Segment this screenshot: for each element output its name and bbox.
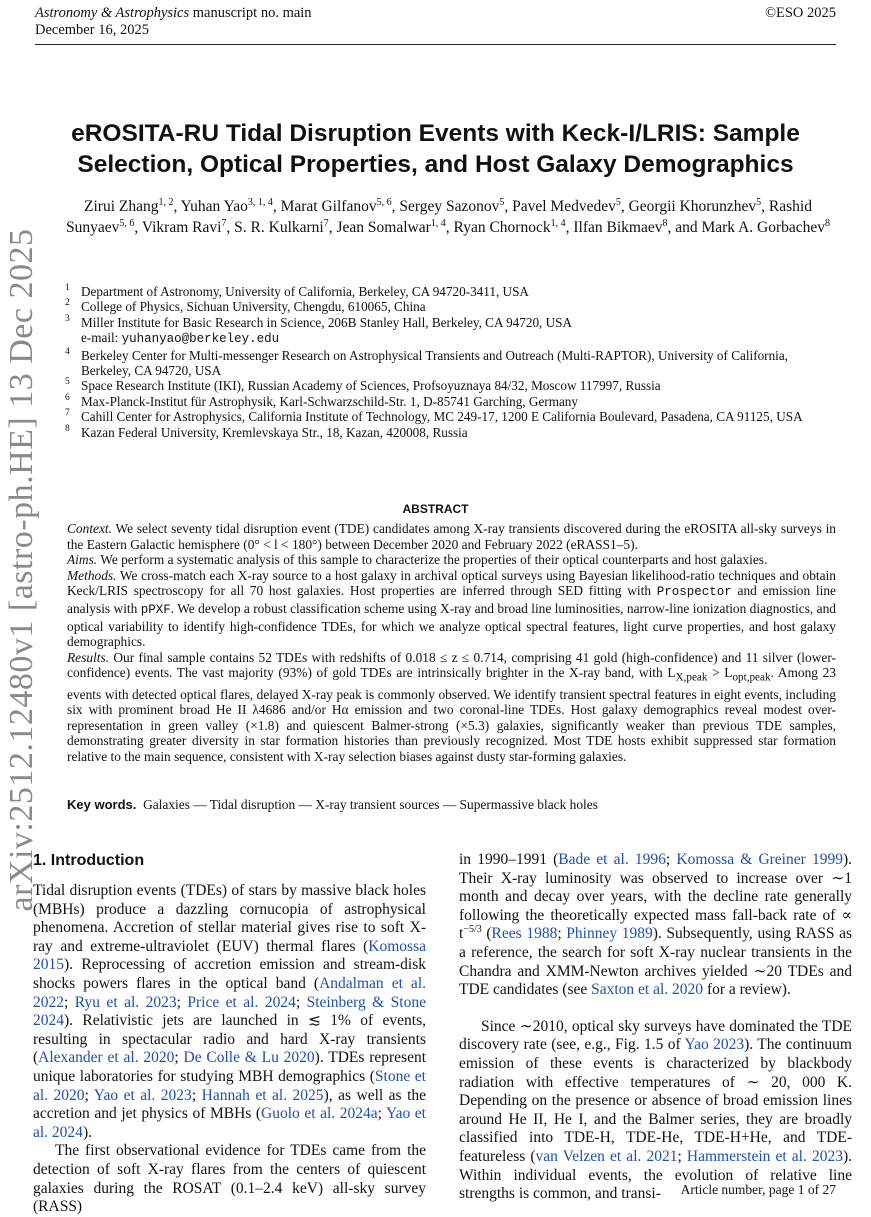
author-affiliation-marker: 5, 6 — [119, 217, 135, 229]
abstract-context: Context. We select seventy tidal disruption event (TDE) candidates among X-ray transients discovered during the eROSITA all-sky surveys in the Eastern Galactic hemisphere (0° < l < 180°) between December 2020 and February 2022 (eRASS1–5). — [67, 521, 836, 552]
affiliation-text: Space Research Institute (IKI), Russian Academy of Sciences, Profsoyuznaya 84/32, Moscow 117997, Russia — [81, 378, 661, 394]
author-name: Ryan Chornock — [453, 219, 551, 236]
citation-link[interactable]: Guolo et al. 2024a — [261, 1105, 378, 1123]
affiliation-number: 7 — [65, 408, 70, 419]
citation-link[interactable]: Hannah et al. 2025 — [201, 1086, 324, 1104]
abstract-results: Results. Our final sample contains 52 TDEs with redshifts of 0.018 ≤ z ≤ 0.714, comprising 41 gold (high-confidence) and 11 silver (lower-confidence) events. The vast majority (93%) of gold TDEs are intrinsically brighter in the X-ray band, with $L_{X,peak} > L_{opt,peak}$. Among 23 events with detected optical flares, delayed X-ray peak is commonly observed. We identify transient spectral features in eight events, including six with prominent broad He II λ4686 and/or Hα emission and two coronal-line TDEs. Host galaxy demographics reveal modest over-representation in green valley (×1.8) and quiescent Balmer-strong (×5.3) galaxies, significantly weaker than previous TDE samples, demonstrating greater diversity in star formation histories than previously recognized. Most TDE hosts exhibit suppressed star formation relative to the main sequence, consistent with X-ray selection biases against dusty star-forming galaxies. — [67, 649, 836, 764]
affiliation-number: 2 — [65, 298, 70, 309]
citation-link[interactable]: Yao et al. 2024 — [33, 1105, 426, 1141]
affiliation — [65, 409, 841, 424]
author-name: Sergey Sazonov — [399, 198, 500, 215]
citation-link[interactable]: Komossa & Greiner 1999 — [676, 851, 843, 868]
affiliation — [65, 299, 841, 314]
citation-link[interactable]: Komossa 2015 — [33, 937, 426, 974]
citation-link[interactable]: van Velzen et al. 2021 — [535, 1147, 678, 1165]
running-header — [35, 5, 312, 39]
author-affiliation-marker: 8 — [662, 217, 668, 229]
abstract-methods: Methods. We cross-match each X-ray source to a host galaxy in archival optical surveys using Bayesian likelihood-ratio techniques and obtain Keck/LRIS spectroscopy for all 70 host galaxies. Host properties are inferred through SED fitting with Prospector and emission line analysis with pPXF. We develop a robust classification scheme using X-ray and broad line luminosities, narrow-line ionization diagnostics, and optical variability to identify high-confidence TDEs, for which we analyze optical spectral features, light curve properties, and host galaxy demographics. — [67, 567, 836, 650]
citation-link[interactable]: Ryu et al. 2023 — [74, 993, 177, 1011]
citation-link[interactable]: Stone et al. 2020 — [33, 1067, 426, 1104]
author-name: Vikram Ravi — [141, 219, 222, 236]
author-affiliation-marker: 7 — [323, 217, 329, 229]
author-name: Yuhan Yao — [180, 198, 248, 215]
affiliation-list — [65, 284, 841, 440]
author-affiliation-marker: 7 — [221, 217, 227, 229]
citation-link[interactable]: Rees 1988 — [491, 925, 558, 943]
keywords-label: Key words. — [67, 797, 137, 812]
affiliation-number: 3 — [65, 313, 70, 324]
left-column — [33, 882, 426, 1217]
author-affiliation-marker: 3, 1, 4 — [247, 196, 273, 208]
citation-link[interactable]: Hammerstein et al. 2023 — [686, 1147, 843, 1165]
intro-paragraph-2-cont: in 1990–1991 (Bade et al. 1996; Komossa & Greiner 1999). Their X-ray luminosity was observed to increase over ∼1 month and decay over years, with the decline rate generally following the theoretically expected mass fall-back rate of ∝ $t^{-5/3}$ (Rees 1988; Phinney 1989). Subsequently, using RASS as a reference, the search for soft X-ray nuclear transients in the Chandra and XMM-Newton archives yielded ∼20 TDEs and TDE candidates (see Saxton et al. 2020 for a review). — [459, 851, 852, 999]
author-name: Zirui Zhang — [84, 198, 159, 215]
author-name: Jean Somalwar — [336, 219, 431, 236]
section-heading-introduction: 1. Introduction — [33, 852, 145, 869]
journal-name: Astronomy & Astrophysics — [35, 5, 190, 21]
copyright: ©ESO 2025 — [764, 5, 836, 21]
author-name: Georgii Khorunzhev — [628, 198, 757, 215]
author-name: Ilfan Bikmaev — [573, 219, 663, 236]
page-footer: Article number, page 1 of 27 — [680, 1182, 836, 1197]
author-name: Pavel Medvedev — [512, 198, 616, 215]
keywords-text: Galaxies — Tidal disruption — X-ray transient sources — Supermassive black holes — [143, 797, 598, 812]
paper-title: eROSITA-RU Tidal Disruption Events with Keck-I/LRIS: Sample Selection, Optical Properties, and Host Galaxy Demographics — [71, 120, 800, 178]
affiliation-text: College of Physics, Sichuan University, Chengdu, 610065, China — [81, 299, 426, 315]
author-affiliation-marker: 5, 6 — [376, 196, 392, 208]
author-affiliation-marker: 5 — [615, 196, 621, 208]
author-name: Rashid Sunyaev — [65, 198, 812, 236]
citation-link[interactable]: Saxton et al. 2020 — [591, 981, 704, 999]
right-column — [459, 851, 852, 1204]
affiliation — [65, 378, 841, 393]
intro-paragraph-3: Since ∼2010, optical sky surveys have dominated the TDE discovery rate (see, e.g., Fig. 1.5 of Yao 2023). The continuum emission of these events is characterized by blackbody radiation with effective temperatures of ∼ 20, 000 K. Depending on the presence or absence of broad emission lines around He II, He I, and the Balmer series, they are broadly classified into TDE-H, TDE-He, TDE-H+He, and TDE-featureless (van Velzen et al. 2021; Hammerstein et al. 2023). Within individual events, the evolution of relative line strengths is common, and transi- — [459, 1017, 853, 1203]
affiliation — [65, 284, 841, 299]
affiliation — [65, 394, 841, 409]
manuscript-number: manuscript no. main — [192, 5, 312, 21]
author-affiliation-marker: 1, 4 — [430, 217, 446, 229]
author-affiliation-marker: 1, 4 — [550, 217, 566, 229]
header-date: December 16, 2025 — [35, 22, 149, 38]
arxiv-id: arXiv:2512.12480v1 [astro-ph.HE] 13 Dec 2025 — [3, 228, 40, 912]
author-name: Marat Gilfanov — [280, 198, 377, 215]
affiliation-text: Cahill Center for Astrophysics, California Institute of Technology, MC 249-17, 1200 E California Boulevard, Pasadena, CA 91125, USA — [81, 409, 803, 425]
affiliation-text: Department of Astronomy, University of California, Berkeley, CA 94720-3411, USA — [81, 284, 529, 299]
email-link[interactable]: yuhanyao@berkeley.edu — [121, 332, 280, 347]
header-rule — [35, 44, 836, 45]
citation-link[interactable]: Price et al. 2024 — [187, 993, 296, 1011]
citation-link[interactable]: Andalman et al. 2022 — [33, 974, 426, 1011]
keywords — [67, 797, 836, 813]
citation-link[interactable]: Yao et al. 2023 — [93, 1086, 192, 1104]
affiliation-number: 1 — [65, 283, 70, 293]
affiliation-text: Berkeley Center for Multi-messenger Research on Astrophysical Transients and Outreach (Multi-RAPTOR), University of California, Berkeley, CA 94720, USA — [81, 347, 788, 379]
affiliation-text: Kazan Federal University, Kremlevskaya Str., 18, Kazan, 420008, Russia — [81, 424, 468, 440]
author-affiliation-marker: 1, 2 — [158, 196, 174, 208]
affiliation — [65, 315, 841, 348]
affiliation — [65, 425, 841, 440]
intro-paragraph-2: The first observational evidence for TDEs came from the detection of soft X-ray flares from the centers of quiescent galaxies during the ROSAT (0.1–2.4 keV) all-sky survey (RASS) — [33, 1142, 426, 1216]
email-line: e-mail: yuhanyao@berkeley.edu — [81, 330, 280, 347]
citation-link[interactable]: De Colle & Lu 2020 — [183, 1049, 315, 1067]
author-name: S. R. Kulkarni — [234, 219, 324, 236]
intro-paragraph-1: Tidal disruption events (TDEs) of stars by massive black holes (MBHs) produce a dazzling cornucopia of astrophysical phenomena. Accretion of stellar material gives rise to soft X-ray and extreme-ultraviolet (EUV) thermal flares (Komossa 2015). Reprocessing of accretion emission and stream-disk shocks powers flares in the optical band (Andalman et al. 2022; Ryu et al. 2023; Price et al. 2024; Steinberg & Stone 2024). Relativistic jets are launched in ≲ 1% of events, resulting in spectacular radio and hard X-ray transients (Alexander et al. 2020; De Colle & Lu 2020). TDEs represent unique laboratories for studying MBH demographics (Stone et al. 2020; Yao et al. 2023; Hannah et al. 2025), as well as the accretion and jet physics of MBHs (Guolo et al. 2024a; Yao et al. 2024). — [33, 882, 427, 1141]
affiliation-number: 5 — [65, 377, 70, 388]
author-list: Zirui Zhang$^{1, 2}$, Yuhan Yao$^{3, 1, 4}$, Marat Gilfanov$^{5, 6}$, Sergey Sazonov$^5$, Pavel Medvedev$^5$, Georgii Khorunzhev$^5$, Rashid Sunyaev$^{5, 6}$, Vikram Ravi$^7$, S. R. Kulkarni$^7$, Jean Somalwar$^{1, 4}$, Ryan Chornock$^{1, 4}$, Ilfan Bikmaev$^8$, and Mark A. Gorbachev$^8$ — [65, 196, 831, 236]
affiliation — [65, 348, 841, 379]
abstract — [67, 521, 836, 765]
citation-link[interactable]: Alexander et al. 2020 — [38, 1049, 175, 1067]
affiliation-number: 4 — [65, 346, 70, 357]
abstract-aims: Aims. We perform a systematic analysis of this sample to characterize the properties of their optical counterparts and host galaxies. — [67, 552, 768, 568]
citation-link[interactable]: Yao 2023 — [684, 1036, 745, 1054]
affiliation-text: Max-Planck-Institut für Astrophysik, Karl-Schwarzschild-Str. 1, D-85741 Garching, Germany — [81, 393, 578, 409]
abstract-heading: ABSTRACT — [402, 502, 469, 516]
author-affiliation-marker: 5 — [756, 196, 762, 208]
affiliation-text: Miller Institute for Basic Research in Science, 206B Stanley Hall, Berkeley, CA 94720, USA — [81, 314, 573, 330]
citation-link[interactable]: Steinberg & Stone 2024 — [33, 993, 426, 1030]
affiliation-number: 8 — [65, 423, 70, 434]
citation-link[interactable]: Bade et al. 1996 — [558, 851, 666, 868]
author-affiliation-marker: 5 — [499, 196, 505, 208]
affiliation-number: 6 — [65, 392, 70, 403]
author-name: Mark A. Gorbachev — [701, 219, 826, 236]
citation-link[interactable]: Phinney 1989 — [566, 925, 653, 943]
author-affiliation-marker: 8 — [825, 217, 831, 229]
